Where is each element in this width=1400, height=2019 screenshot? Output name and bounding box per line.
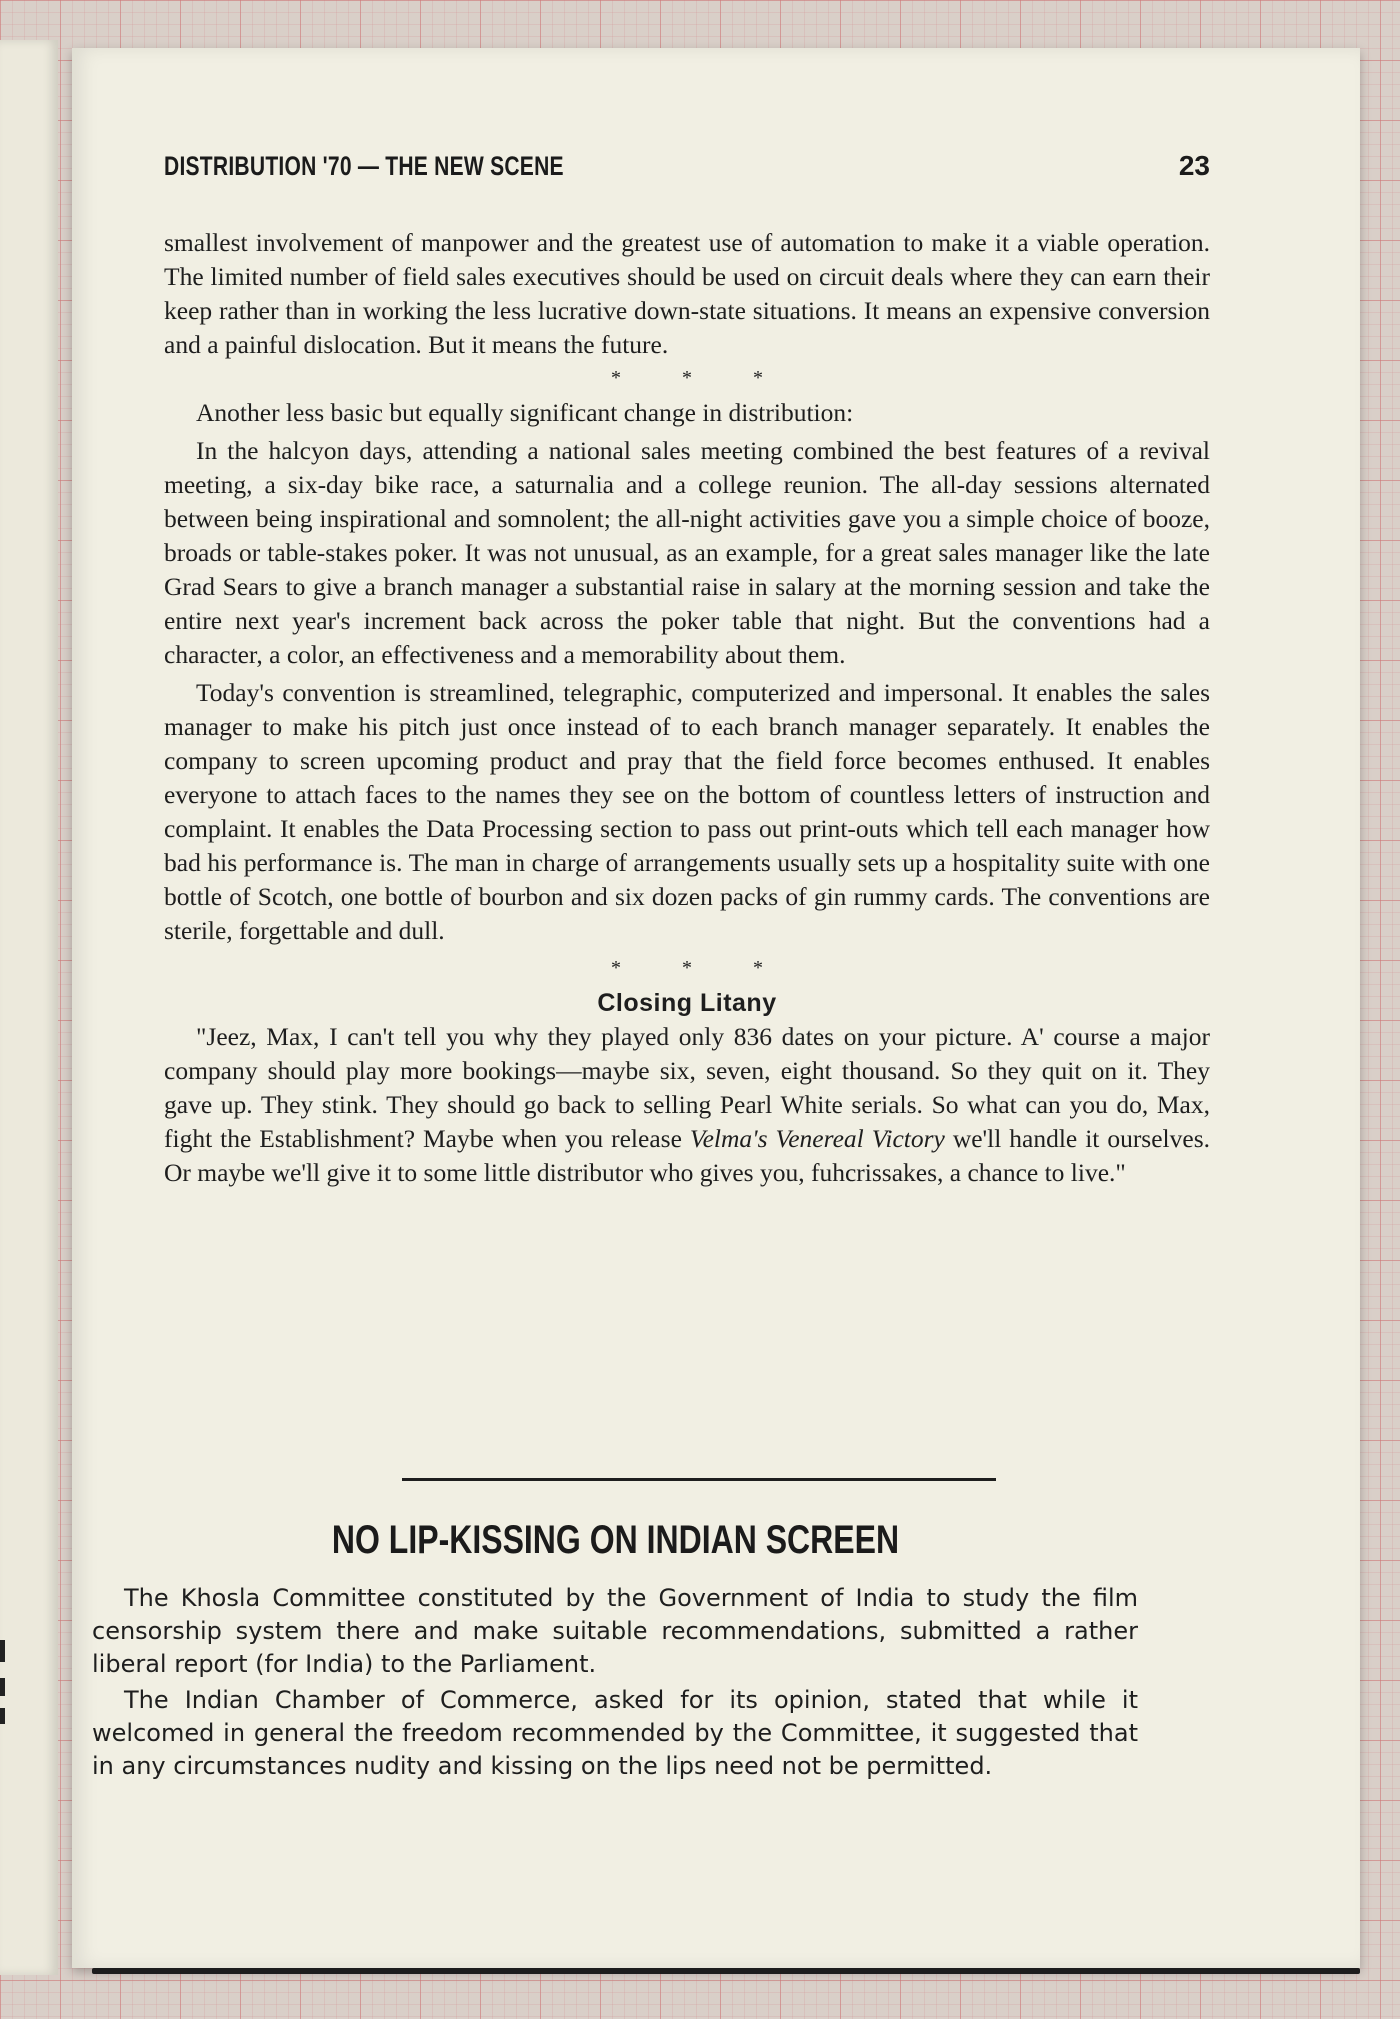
article-title-text: NO LIP-KISSING ON INDIAN SCREEN: [331, 1518, 899, 1562]
subhead: Closing Litany: [597, 989, 777, 1017]
horizontal-rule: [402, 1478, 996, 1481]
section-separator: * * *: [611, 957, 791, 979]
page-number: 23: [1178, 150, 1210, 181]
running-head: [164, 150, 1210, 182]
paragraph: The Khosla Committee constituted by the Government of India to study the film censorship system there and make suitable recommendations, submitted a rather liberal report (for India) to the Parliament.: [92, 1584, 1138, 1678]
page-bottom-edge: [92, 1968, 1360, 1974]
film-title: Velma's Venereal Victory: [689, 1124, 945, 1153]
facing-page-ink-mark: [0, 1708, 5, 1724]
litany-text: we'll handle it ourselves. Or maybe we'll give it to some little distributor who gives you, fuhcrissakes, a chance to live.": [164, 1124, 1211, 1187]
litany-paragraph: [164, 1020, 1210, 1190]
running-title: DISTRIBUTION '70 — THE NEW SCENE: [164, 151, 564, 181]
facing-page-edge: [0, 40, 58, 1975]
paragraph: Today's convention is streamlined, telegraphic, computerized and impersonal. It enables the sales manager to make his pitch just once instead of to each branch manager separately. It enables the company to screen upcoming product and pray that the field force becomes enthused. It enables everyone to attach faces to the names they see on the bottom of countless letters of instruction and complaint. It enables the Data Processing section to pass out print-outs which tell each manager how bad his performance is. The man in charge of arrangements usually sets up a hospitality suite with one bottle of Scotch, one bottle of bourbon and six dozen packs of gin rummy cards. The conventions are sterile, forgettable and dull.: [164, 678, 1210, 945]
article-title: [92, 1518, 1138, 1563]
litany-text: "Jeez, Max, I can't tell you why they played only 836 dates on your picture. A' course a major company should play more bookings—maybe six, seven, eight thousand. So they quit on it. They gave up. They stink. They should go back to selling Pearl White serials. So what can you do, Max, fight the Establishment? Maybe when you release: [164, 1022, 1210, 1153]
facing-page-ink-mark: [0, 1678, 5, 1696]
article-text: [92, 1582, 1138, 1786]
main-text: [164, 226, 1210, 1190]
paragraph: smallest involvement of manpower and the greatest use of automation to make it a viable operation. The limited number of field sales executives should be used on circuit deals where they can earn their keep rather than in working the less lucrative down-state situations. It means an expensive conversion and a painful dislocation. But it means the future.: [164, 228, 1210, 359]
paragraph: Another less basic but equally significant change in distribution:: [196, 398, 854, 427]
paragraph: The Indian Chamber of Commerce, asked for its opinion, stated that while it welcomed in general the freedom recommended by the Committee, it suggested that in any circumstances nudity and kissing on the lips need not be permitted.: [92, 1686, 1138, 1780]
paragraph: In the halcyon days, attending a national sales meeting combined the best features of a revival meeting, a six-day bike race, a saturnalia and a college reunion. The all-day sessions alternated between being inspirational and somnolent; the all-night activities gave you a simple choice of booze, broads or table-stakes poker. It was not unusual, as an example, for a great sales manager like the late Grad Sears to give a branch manager a substantial raise in salary at the morning session and take the entire next year's increment back across the poker table that night. But the conventions had a character, a color, an effectiveness and a memorability about them.: [164, 436, 1210, 669]
section-separator: * * *: [611, 367, 791, 389]
facing-page-ink-mark: [0, 1640, 5, 1662]
